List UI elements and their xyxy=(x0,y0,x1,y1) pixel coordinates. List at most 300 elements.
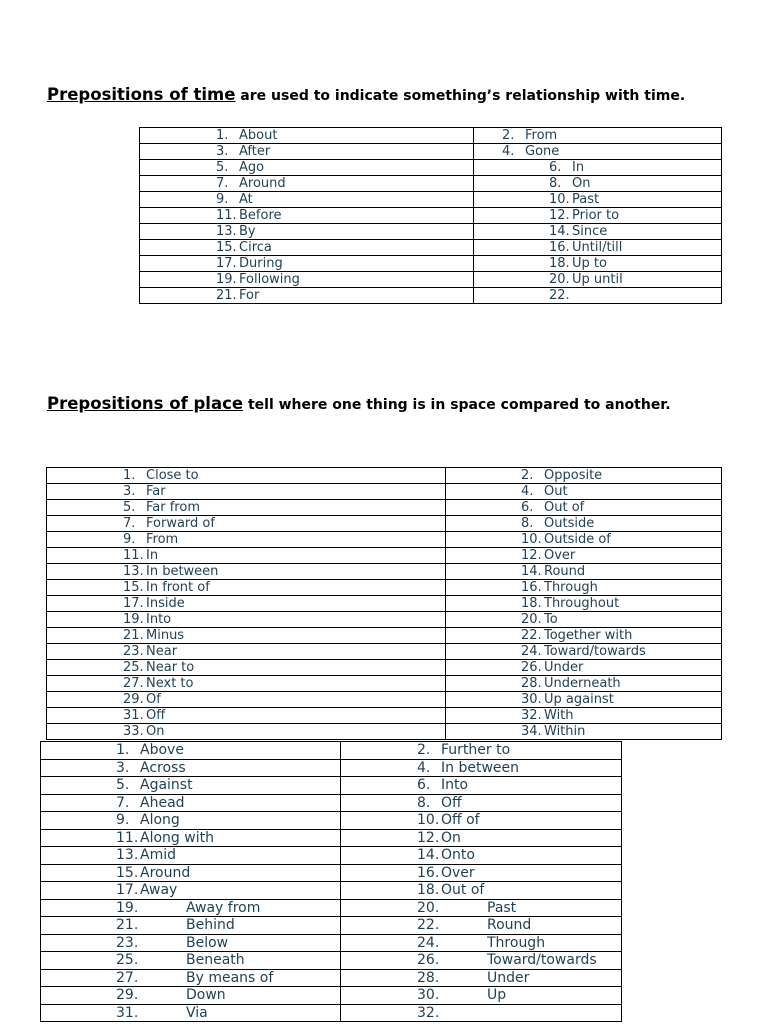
item-number: 25. xyxy=(116,952,139,968)
preposition-word: Ahead xyxy=(140,794,185,811)
table-cell xyxy=(140,224,474,240)
item-number: 17. xyxy=(216,256,237,271)
preposition-word: Off of xyxy=(441,812,480,828)
table-row xyxy=(41,882,622,900)
table-cell xyxy=(140,144,474,160)
table-row xyxy=(47,692,722,708)
item-number: 9. xyxy=(123,532,136,547)
table-row xyxy=(47,500,722,516)
item-number: 29. xyxy=(123,692,144,707)
table-row xyxy=(47,708,722,724)
preposition-word: Underneath xyxy=(544,676,621,691)
item-number: 31. xyxy=(116,1004,139,1021)
preposition-word: Along xyxy=(140,812,180,828)
item-number: 2. xyxy=(521,468,534,483)
table-cell xyxy=(341,1004,622,1022)
preposition-word: Up against xyxy=(544,692,614,707)
table-cell xyxy=(474,192,722,208)
preposition-word: Below xyxy=(186,934,229,951)
item-number: 7. xyxy=(216,176,229,191)
table-cell xyxy=(140,240,474,256)
preposition-word: Circa xyxy=(239,240,272,255)
table-cell xyxy=(140,272,474,288)
preposition-word: Up to xyxy=(572,256,607,271)
preposition-word: In front of xyxy=(146,580,210,595)
table-cell xyxy=(47,548,446,564)
item-number: 32. xyxy=(521,708,542,723)
table-row xyxy=(140,144,722,160)
time-section-heading xyxy=(47,86,685,105)
table-cell xyxy=(47,500,446,516)
table-row xyxy=(41,864,622,882)
table-cell xyxy=(341,777,622,795)
item-number: 28. xyxy=(417,969,440,986)
time-section-title: Prepositions of time xyxy=(47,85,236,104)
preposition-word: By xyxy=(239,224,256,239)
item-number: 31. xyxy=(123,708,144,723)
item-number: 28. xyxy=(521,676,542,691)
table-cell xyxy=(47,468,446,484)
item-number: 10. xyxy=(521,532,542,547)
table-row xyxy=(140,128,722,144)
item-number: 17. xyxy=(123,596,144,611)
table-row xyxy=(47,644,722,660)
preposition-word: Up until xyxy=(572,272,623,287)
preposition-word: On xyxy=(146,724,165,739)
place-section-heading xyxy=(47,395,707,414)
preposition-word: Off xyxy=(441,794,462,811)
item-number: 2. xyxy=(417,742,431,758)
preposition-word: In xyxy=(146,548,159,563)
table-cell xyxy=(446,644,722,660)
item-number: 6. xyxy=(417,777,431,793)
preposition-word: Further to xyxy=(441,742,511,758)
table-cell xyxy=(140,256,474,272)
place-section-title: Prepositions of place xyxy=(47,394,244,413)
preposition-word: Round xyxy=(487,917,532,933)
item-number: 4. xyxy=(417,759,431,776)
table-cell xyxy=(446,676,722,692)
table-cell xyxy=(47,564,446,580)
item-number: 23. xyxy=(123,644,144,659)
preposition-word: Before xyxy=(239,208,282,223)
preposition-word: In between xyxy=(441,759,519,776)
preposition-word: Out xyxy=(544,484,568,499)
item-number: 3. xyxy=(116,759,130,776)
table-row xyxy=(140,176,722,192)
preposition-word: About xyxy=(239,128,278,143)
table-cell xyxy=(41,987,341,1005)
preposition-word: On xyxy=(441,829,461,846)
table-cell xyxy=(41,847,341,865)
table-cell xyxy=(47,692,446,708)
table-row xyxy=(47,580,722,596)
table-row xyxy=(140,240,722,256)
place-prepositions-table xyxy=(46,467,722,740)
table-row xyxy=(41,829,622,847)
preposition-word: Near xyxy=(146,644,178,659)
item-number: 11. xyxy=(116,829,139,846)
table-cell xyxy=(41,969,341,987)
time-prepositions-table xyxy=(139,127,722,304)
item-number: 27. xyxy=(123,676,144,691)
table-cell xyxy=(41,777,341,795)
item-number: 13. xyxy=(116,847,139,863)
item-number: 14. xyxy=(417,847,440,863)
preposition-word: Minus xyxy=(146,628,185,643)
item-number: 15. xyxy=(123,580,144,595)
preposition-word: Far xyxy=(146,484,166,499)
table-row xyxy=(47,676,722,692)
item-number: 19. xyxy=(123,612,144,627)
preposition-word: From xyxy=(146,532,179,547)
table-cell xyxy=(47,708,446,724)
preposition-word: Forward of xyxy=(146,516,215,531)
preposition-word: By means of xyxy=(186,969,274,986)
preposition-word: Past xyxy=(572,192,600,207)
table-row xyxy=(41,759,622,777)
table-row xyxy=(41,917,622,935)
table-row xyxy=(140,160,722,176)
preposition-word: Toward/towards xyxy=(544,644,646,659)
table-cell xyxy=(341,864,622,882)
preposition-word: On xyxy=(572,176,591,191)
item-number: 1. xyxy=(116,742,130,758)
preposition-word: Behind xyxy=(186,917,235,933)
table-cell xyxy=(341,742,622,760)
item-number: 30. xyxy=(417,987,440,1003)
table-row xyxy=(47,596,722,612)
preposition-word: Ago xyxy=(239,160,265,175)
preposition-word: Next to xyxy=(146,676,194,691)
preposition-word: Outside xyxy=(544,516,595,531)
preposition-word: Prior to xyxy=(572,208,620,223)
item-number: 19. xyxy=(216,272,237,287)
item-number: 3. xyxy=(216,144,229,159)
item-number: 22. xyxy=(417,917,440,933)
preposition-word: Opposite xyxy=(544,468,603,483)
table-cell xyxy=(341,934,622,952)
preposition-word: Through xyxy=(487,934,546,951)
preposition-word: Within xyxy=(544,724,586,739)
preposition-word: Out of xyxy=(441,882,485,898)
table-cell xyxy=(341,759,622,777)
item-number: 12. xyxy=(417,829,440,846)
table-cell xyxy=(446,532,722,548)
table-row xyxy=(41,794,622,812)
preposition-word: Far from xyxy=(146,500,200,515)
table-row xyxy=(140,224,722,240)
table-cell xyxy=(446,692,722,708)
preposition-word: Gone xyxy=(525,144,560,159)
table-cell xyxy=(474,144,722,160)
table-cell xyxy=(341,882,622,900)
preposition-word: With xyxy=(544,708,574,723)
item-number: 20. xyxy=(549,272,570,287)
item-number: 30. xyxy=(521,692,542,707)
table-cell xyxy=(41,882,341,900)
table-cell xyxy=(41,1004,341,1022)
preposition-word: Over xyxy=(544,548,576,563)
preposition-word: Through xyxy=(544,580,598,595)
item-number: 7. xyxy=(123,516,136,531)
item-number: 10. xyxy=(417,812,440,828)
table-cell xyxy=(47,612,446,628)
table-row xyxy=(41,952,622,970)
table-cell xyxy=(474,208,722,224)
preposition-word: To xyxy=(544,612,558,627)
preposition-word: Out of xyxy=(544,500,585,515)
table-cell xyxy=(474,256,722,272)
preposition-word: For xyxy=(239,288,260,303)
item-number: 9. xyxy=(216,192,229,207)
preposition-word: Toward/towards xyxy=(487,952,597,968)
preposition-word: After xyxy=(239,144,271,159)
item-number: 2. xyxy=(502,128,515,143)
preposition-word: Under xyxy=(544,660,584,675)
item-number: 21. xyxy=(123,628,144,643)
preposition-word: Across xyxy=(140,759,186,776)
table-cell xyxy=(41,899,341,917)
table-cell xyxy=(140,128,474,144)
table-row xyxy=(47,548,722,564)
table-cell xyxy=(140,176,474,192)
table-row xyxy=(41,742,622,760)
table-cell xyxy=(47,628,446,644)
item-number: 13. xyxy=(216,224,237,239)
item-number: 33. xyxy=(123,724,144,739)
table-cell xyxy=(474,160,722,176)
item-number: 3. xyxy=(123,484,136,499)
table-cell xyxy=(446,468,722,484)
table-row xyxy=(41,987,622,1005)
table-row xyxy=(47,612,722,628)
table-row xyxy=(140,192,722,208)
table-cell xyxy=(341,969,622,987)
table-cell xyxy=(474,128,722,144)
preposition-word: Of xyxy=(146,692,161,707)
table-cell xyxy=(446,564,722,580)
table-cell xyxy=(41,864,341,882)
table-cell xyxy=(474,224,722,240)
preposition-word: Up xyxy=(487,987,507,1003)
time-section-description: are used to indicate something’s relationship with time. xyxy=(240,88,686,104)
table-cell xyxy=(41,952,341,970)
item-number: 8. xyxy=(417,794,431,811)
preposition-word: In xyxy=(572,160,585,175)
preposition-word: Away xyxy=(140,882,178,898)
item-number: 4. xyxy=(502,144,515,159)
table-cell xyxy=(47,676,446,692)
table-cell xyxy=(140,160,474,176)
item-number: 10. xyxy=(549,192,570,207)
table-row xyxy=(140,288,722,304)
table-cell xyxy=(446,596,722,612)
item-number: 8. xyxy=(549,176,562,191)
table-cell xyxy=(446,580,722,596)
item-number: 8. xyxy=(521,516,534,531)
item-number: 32. xyxy=(417,1004,440,1021)
table-row xyxy=(47,724,722,740)
preposition-word: In between xyxy=(146,564,219,579)
table-row xyxy=(41,969,622,987)
preposition-word: Along with xyxy=(140,829,214,846)
table-cell xyxy=(446,660,722,676)
item-number: 11. xyxy=(216,208,237,223)
table-cell xyxy=(47,532,446,548)
item-number: 20. xyxy=(521,612,542,627)
table-row xyxy=(41,777,622,795)
table-cell xyxy=(41,812,341,830)
preposition-word: Around xyxy=(239,176,286,191)
table-cell xyxy=(446,484,722,500)
preposition-word: Onto xyxy=(441,847,475,863)
item-number: 20. xyxy=(417,899,440,916)
preposition-word: Round xyxy=(544,564,586,579)
table-row xyxy=(140,208,722,224)
item-number: 6. xyxy=(549,160,562,175)
preposition-word: Until/till xyxy=(572,240,623,255)
table-cell xyxy=(47,596,446,612)
table-cell xyxy=(446,516,722,532)
item-number: 19. xyxy=(116,899,139,916)
preposition-word: Beneath xyxy=(186,952,245,968)
table-cell xyxy=(341,987,622,1005)
item-number: 21. xyxy=(116,917,139,933)
table-row xyxy=(47,532,722,548)
item-number: 26. xyxy=(521,660,542,675)
item-number: 22. xyxy=(521,628,542,643)
table-cell xyxy=(47,660,446,676)
preposition-word: Around xyxy=(140,864,191,881)
table-row xyxy=(47,628,722,644)
item-number: 23. xyxy=(116,934,139,951)
item-number: 12. xyxy=(521,548,542,563)
table-cell xyxy=(47,484,446,500)
table-row xyxy=(47,564,722,580)
table-cell xyxy=(474,240,722,256)
preposition-word: Under xyxy=(487,969,530,986)
preposition-word: Down xyxy=(186,987,226,1003)
table-row xyxy=(41,934,622,952)
table-row xyxy=(47,516,722,532)
table-cell xyxy=(446,548,722,564)
table-row xyxy=(47,484,722,500)
preposition-word: Together with xyxy=(544,628,633,643)
item-number: 34. xyxy=(521,724,542,739)
item-number: 18. xyxy=(549,256,570,271)
table-cell xyxy=(41,917,341,935)
preposition-word: Away from xyxy=(186,899,261,916)
item-number: 5. xyxy=(216,160,229,175)
item-number: 9. xyxy=(116,812,130,828)
preposition-word: Following xyxy=(239,272,300,287)
table-cell xyxy=(47,724,446,740)
direction-prepositions-table xyxy=(40,741,622,1022)
preposition-word: Via xyxy=(186,1004,208,1021)
table-cell xyxy=(341,794,622,812)
item-number: 17. xyxy=(116,882,139,898)
item-number: 6. xyxy=(521,500,534,515)
item-number: 15. xyxy=(216,240,237,255)
item-number: 14. xyxy=(521,564,542,579)
item-number: 16. xyxy=(417,864,440,881)
preposition-word: Off xyxy=(146,708,166,723)
preposition-word: Into xyxy=(441,777,469,793)
item-number: 25. xyxy=(123,660,144,675)
preposition-word: Above xyxy=(140,742,184,758)
table-cell xyxy=(446,628,722,644)
item-number: 24. xyxy=(417,934,440,951)
table-cell xyxy=(474,288,722,304)
table-cell xyxy=(341,829,622,847)
item-number: 18. xyxy=(417,882,440,898)
preposition-word: Throughout xyxy=(544,596,620,611)
item-number: 16. xyxy=(521,580,542,595)
item-number: 27. xyxy=(116,969,139,986)
item-number: 29. xyxy=(116,987,139,1003)
table-cell xyxy=(140,288,474,304)
table-row xyxy=(41,812,622,830)
table-row xyxy=(47,468,722,484)
item-number: 7. xyxy=(116,794,130,811)
item-number: 24. xyxy=(521,644,542,659)
table-cell xyxy=(341,847,622,865)
preposition-word: Over xyxy=(441,864,475,881)
item-number: 1. xyxy=(123,468,136,483)
item-number: 18. xyxy=(521,596,542,611)
table-cell xyxy=(341,899,622,917)
place-section-description: tell where one thing is in space compared to another. xyxy=(247,397,671,413)
item-number: 13. xyxy=(123,564,144,579)
preposition-word: Outside of xyxy=(544,532,611,547)
preposition-word: Close to xyxy=(146,468,199,483)
preposition-word: During xyxy=(239,256,283,271)
table-cell xyxy=(341,917,622,935)
preposition-word: Against xyxy=(140,777,193,793)
item-number: 26. xyxy=(417,952,440,968)
table-cell xyxy=(446,612,722,628)
table-cell xyxy=(47,580,446,596)
item-number: 5. xyxy=(123,500,136,515)
item-number: 12. xyxy=(549,208,570,223)
table-cell xyxy=(446,724,722,740)
table-cell xyxy=(446,500,722,516)
table-cell xyxy=(140,208,474,224)
item-number: 4. xyxy=(521,484,534,499)
table-row xyxy=(140,272,722,288)
table-row xyxy=(41,899,622,917)
table-cell xyxy=(41,794,341,812)
preposition-word: Inside xyxy=(146,596,185,611)
preposition-word: From xyxy=(525,128,558,143)
table-cell xyxy=(341,952,622,970)
table-cell xyxy=(474,272,722,288)
item-number: 16. xyxy=(549,240,570,255)
table-cell xyxy=(41,759,341,777)
table-cell xyxy=(474,176,722,192)
table-cell xyxy=(41,829,341,847)
preposition-word: Past xyxy=(487,899,517,916)
table-row xyxy=(41,1004,622,1022)
table-row xyxy=(41,847,622,865)
table-cell xyxy=(140,192,474,208)
table-cell xyxy=(47,516,446,532)
preposition-word: At xyxy=(239,192,253,207)
item-number: 22. xyxy=(549,288,570,303)
item-number: 1. xyxy=(216,128,229,143)
table-cell xyxy=(47,644,446,660)
